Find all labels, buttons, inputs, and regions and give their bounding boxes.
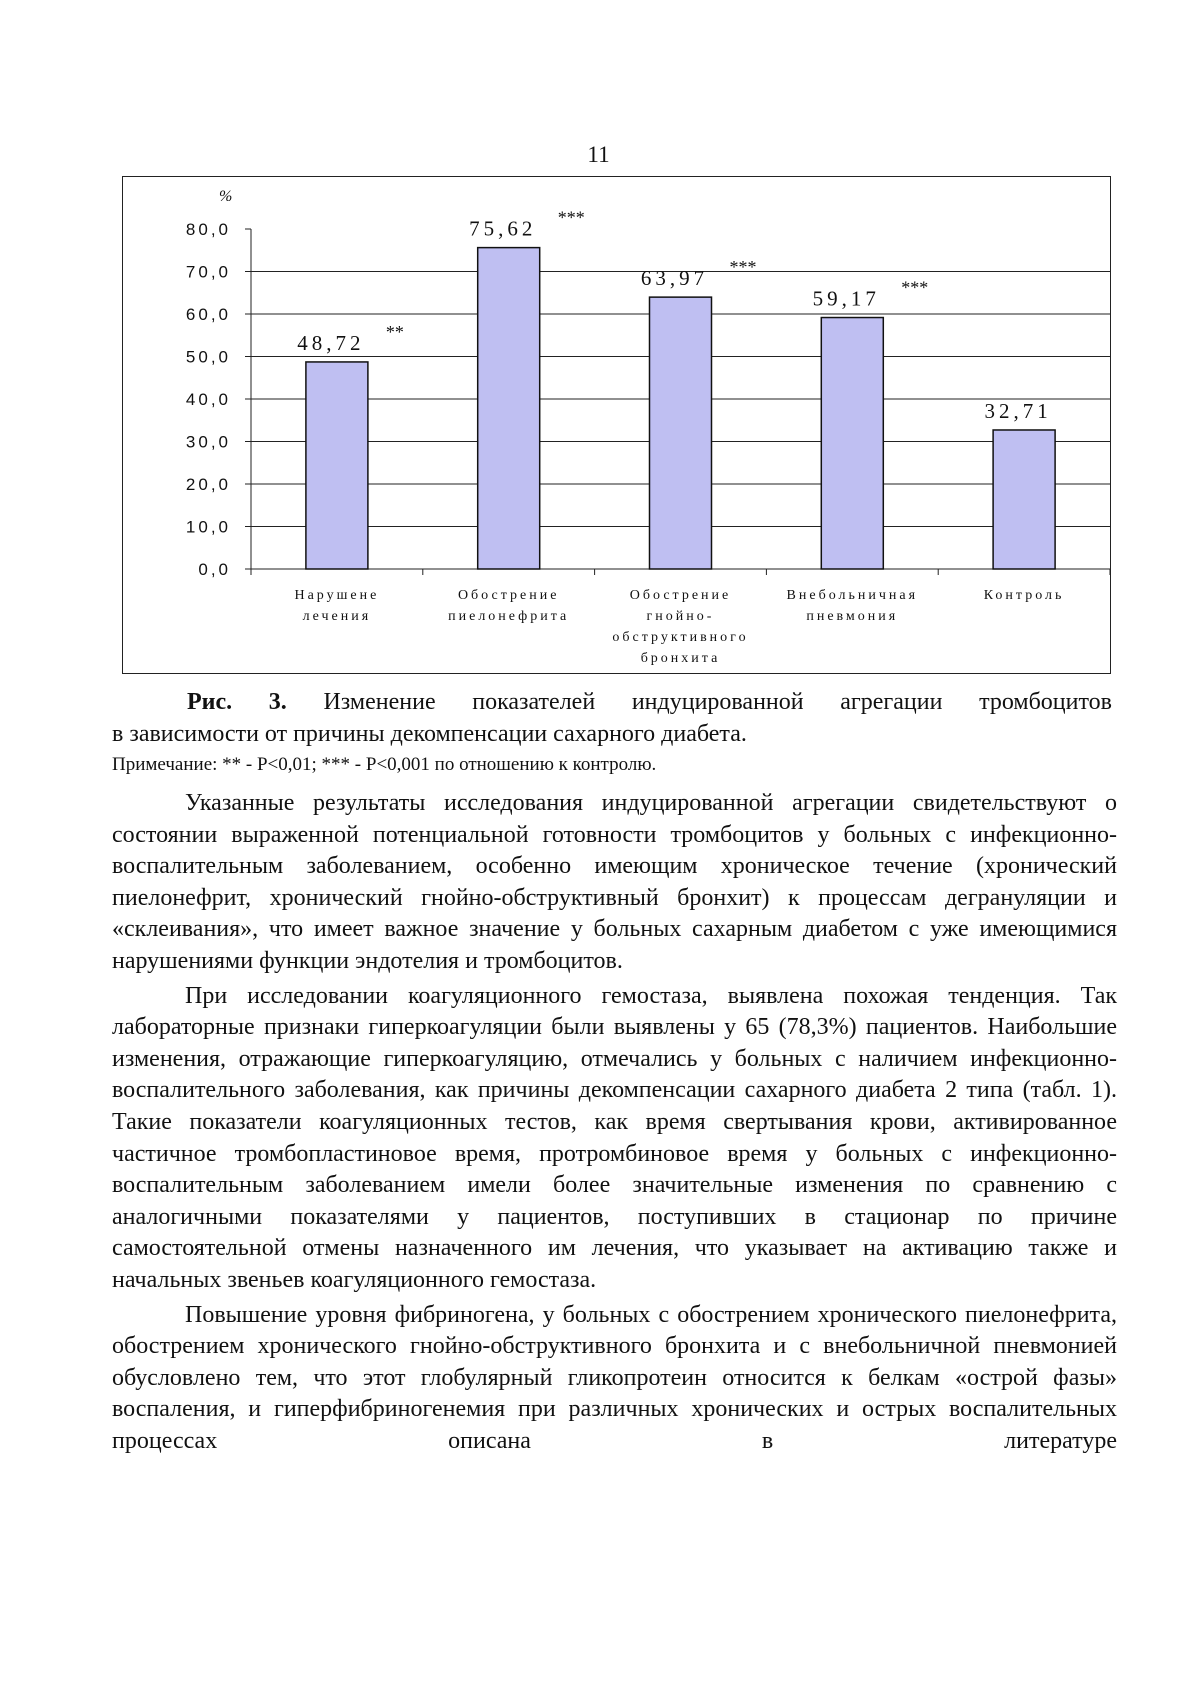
page-number: 11	[587, 142, 610, 167]
bar	[821, 318, 883, 569]
y-tick-label: 20,0	[185, 475, 231, 494]
caption-line-2: в зависимости от причины декомпенсации сахарного диабета.	[112, 721, 747, 747]
body-text	[112, 788, 1117, 1457]
paragraph-1: Указанные результаты исследования индуцированной агрегации свидетельствуют о состоянии выраженной потенциальной готовности тромбоцитов у больных с инфекционно-воспалительным заболеванием, особенно имеющим хроническое течение (хронический пиелонефрит, хронический гнойно-обструктивный бронхит) к процессам дегрануляции и «склеивания», что имеет важное значение у больных сахарным диабетом с уже имеющимися нарушениями функции эндотелия и тромбоцитов.	[112, 790, 1117, 974]
bar	[306, 362, 368, 569]
figure-label: Рис. 3.	[187, 689, 287, 715]
category-label: Обострение	[457, 588, 560, 603]
category-label: Внебольничная	[786, 588, 919, 603]
significance-mark: ***	[901, 277, 929, 298]
y-tick-label: 30,0	[185, 432, 231, 452]
data-label: 59,17	[812, 286, 880, 311]
category-label: гнойно-	[646, 609, 715, 624]
category-label: лечения	[302, 609, 372, 624]
category-label: Нарушене	[294, 588, 380, 603]
data-label: 32,71	[984, 398, 1052, 423]
bar	[993, 430, 1055, 569]
category-label: обструктивного	[612, 630, 749, 645]
category-label: пиелонефрита	[448, 609, 570, 624]
caption-line-1	[112, 686, 1112, 718]
data-label: 48,72	[297, 330, 365, 355]
data-label: 75,62	[469, 216, 537, 241]
y-tick-label: 80,0	[185, 220, 231, 239]
caption-text-1: Изменение показателей индуцированной агрегации тромбоцитов	[323, 689, 1112, 715]
significance-mark: ***	[557, 207, 585, 228]
data-label: 63,97	[640, 266, 709, 291]
category-label: Обострение	[629, 588, 732, 603]
y-tick-label: 70,0	[185, 262, 231, 282]
bar-chart	[122, 176, 1111, 674]
y-axis-label: %	[219, 188, 233, 205]
category-label: бронхита	[640, 651, 721, 666]
y-tick-label: 0,0	[198, 560, 231, 579]
bar	[650, 297, 712, 569]
y-tick-label: 60,0	[185, 305, 231, 324]
paragraph-2: При исследовании коагуляционного гемостаза, выявлена похожая тенденция. Так лабораторные признаки гиперкоагуляции были выявлены у 65 (78,3%) пациентов. Наибольшие изменения, отражающие гиперкоагуляцию, отмечались у больных с наличием инфекционно-воспалительного заболевания, как причины декомпенсации сахарного диабета 2 типа (табл. 1). Такие показатели коагуляционных тестов, как время свертывания крови, активированное частичное тромбопластиновое время, протромбиновое время у больных с инфекционно-воспалительным заболеванием имели более значительные изменения по сравнению с аналогичными показателями у пациентов, поступивших в стационар по причине самостоятельной отмены назначенного им лечения, что указывает на активацию также и начальных звеньев коагуляционного гемостаза.	[112, 982, 1117, 1293]
chart-svg	[123, 177, 1110, 673]
bar	[478, 248, 540, 569]
y-tick-label: 40,0	[185, 390, 231, 409]
figure-caption	[112, 686, 1112, 750]
category-label: Контроль	[983, 588, 1065, 603]
figure-note: Примечание: ** - Р<0,01; *** - Р<0,001 по отношению к контролю.	[112, 754, 657, 775]
significance-mark: ***	[729, 257, 757, 278]
y-tick-label: 10,0	[185, 517, 231, 537]
significance-mark: **	[385, 321, 404, 342]
category-label: пневмония	[806, 609, 899, 624]
y-tick-label: 50,0	[185, 347, 231, 367]
paragraph-3: Повышение уровня фибриногена, у больных с обострением хронического пиелонефрита, обострением хронического гнойно-обструктивного бронхита и с внебольничной пневмонией обусловлено тем, что этот глобулярный гликопротеин относится к белкам «острой фазы» воспаления, и гиперфибриногенемия при различных хронических и острых воспалительных процессах описана в литературе	[112, 1301, 1117, 1454]
